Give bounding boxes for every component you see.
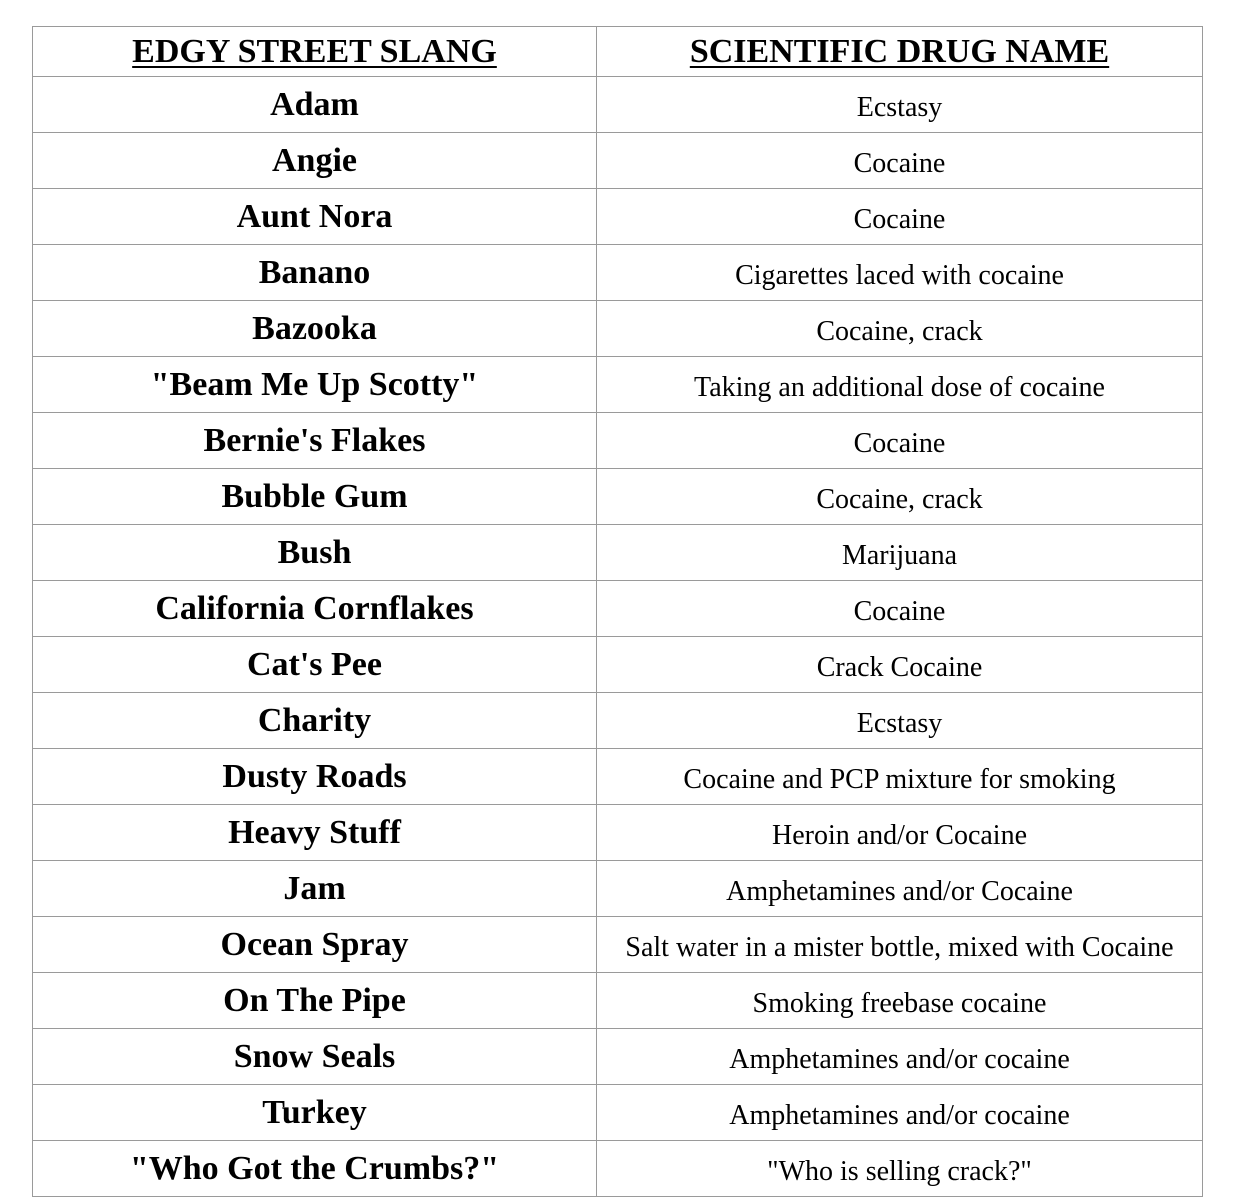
meaning-cell: Cocaine (597, 189, 1203, 245)
table-body (33, 77, 1203, 1197)
table-row (33, 581, 1203, 637)
header-scientific-name (597, 27, 1203, 77)
slang-cell: "Who Got the Crumbs?" (33, 1141, 597, 1197)
header-street-slang (33, 27, 597, 77)
slang-cell: Heavy Stuff (33, 805, 597, 861)
table-row (33, 861, 1203, 917)
table-row (33, 77, 1203, 133)
meaning-cell: Amphetamines and/or cocaine (597, 1029, 1203, 1085)
table-row (33, 1141, 1203, 1197)
meaning-cell: "Who is selling crack?" (597, 1141, 1203, 1197)
meaning-cell: Cocaine (597, 413, 1203, 469)
slang-cell: Ocean Spray (33, 917, 597, 973)
table-row (33, 189, 1203, 245)
slang-cell: On The Pipe (33, 973, 597, 1029)
table-row (33, 973, 1203, 1029)
meaning-cell: Smoking freebase cocaine (597, 973, 1203, 1029)
slang-cell: "Beam Me Up Scotty" (33, 357, 597, 413)
table-row (33, 805, 1203, 861)
meaning-cell: Cocaine (597, 581, 1203, 637)
slang-cell: Bazooka (33, 301, 597, 357)
slang-cell: Cat's Pee (33, 637, 597, 693)
header-row (33, 27, 1203, 77)
meaning-cell: Cocaine, crack (597, 469, 1203, 525)
slang-cell: Bubble Gum (33, 469, 597, 525)
meaning-cell: Cocaine, crack (597, 301, 1203, 357)
table-row (33, 525, 1203, 581)
table-row (33, 469, 1203, 525)
table-row (33, 357, 1203, 413)
slang-cell: Angie (33, 133, 597, 189)
header-scientific-name-label: SCIENTIFIC DRUG NAME (689, 33, 1110, 70)
slang-cell: Banano (33, 245, 597, 301)
table-row (33, 1085, 1203, 1141)
table-header (33, 27, 1203, 77)
meaning-cell: Ecstasy (597, 77, 1203, 133)
slang-cell: Jam (33, 861, 597, 917)
meaning-cell: Ecstasy (597, 693, 1203, 749)
table-row (33, 917, 1203, 973)
table-row (33, 133, 1203, 189)
meaning-cell: Salt water in a mister bottle, mixed with Cocaine (597, 917, 1203, 973)
table-row (33, 749, 1203, 805)
meaning-cell: Amphetamines and/or cocaine (597, 1085, 1203, 1141)
meaning-cell: Taking an additional dose of cocaine (597, 357, 1203, 413)
table-row (33, 637, 1203, 693)
table-row (33, 693, 1203, 749)
slang-cell: Bernie's Flakes (33, 413, 597, 469)
table-row (33, 1029, 1203, 1085)
slang-cell: Dusty Roads (33, 749, 597, 805)
header-street-slang-label: EDGY STREET SLANG (132, 33, 497, 70)
table-row (33, 413, 1203, 469)
slang-cell: Charity (33, 693, 597, 749)
meaning-cell: Cigarettes laced with cocaine (597, 245, 1203, 301)
meaning-cell: Cocaine (597, 133, 1203, 189)
meaning-cell: Heroin and/or Cocaine (597, 805, 1203, 861)
table-row (33, 301, 1203, 357)
slang-table (32, 26, 1203, 1197)
meaning-cell: Marijuana (597, 525, 1203, 581)
meaning-cell: Amphetamines and/or Cocaine (597, 861, 1203, 917)
meaning-cell: Cocaine and PCP mixture for smoking (597, 749, 1203, 805)
slang-cell: Adam (33, 77, 597, 133)
slang-cell: Turkey (33, 1085, 597, 1141)
slang-cell: California Cornflakes (33, 581, 597, 637)
table-row (33, 245, 1203, 301)
slang-cell: Snow Seals (33, 1029, 597, 1085)
meaning-cell: Crack Cocaine (597, 637, 1203, 693)
slang-cell: Aunt Nora (33, 189, 597, 245)
slang-cell: Bush (33, 525, 597, 581)
